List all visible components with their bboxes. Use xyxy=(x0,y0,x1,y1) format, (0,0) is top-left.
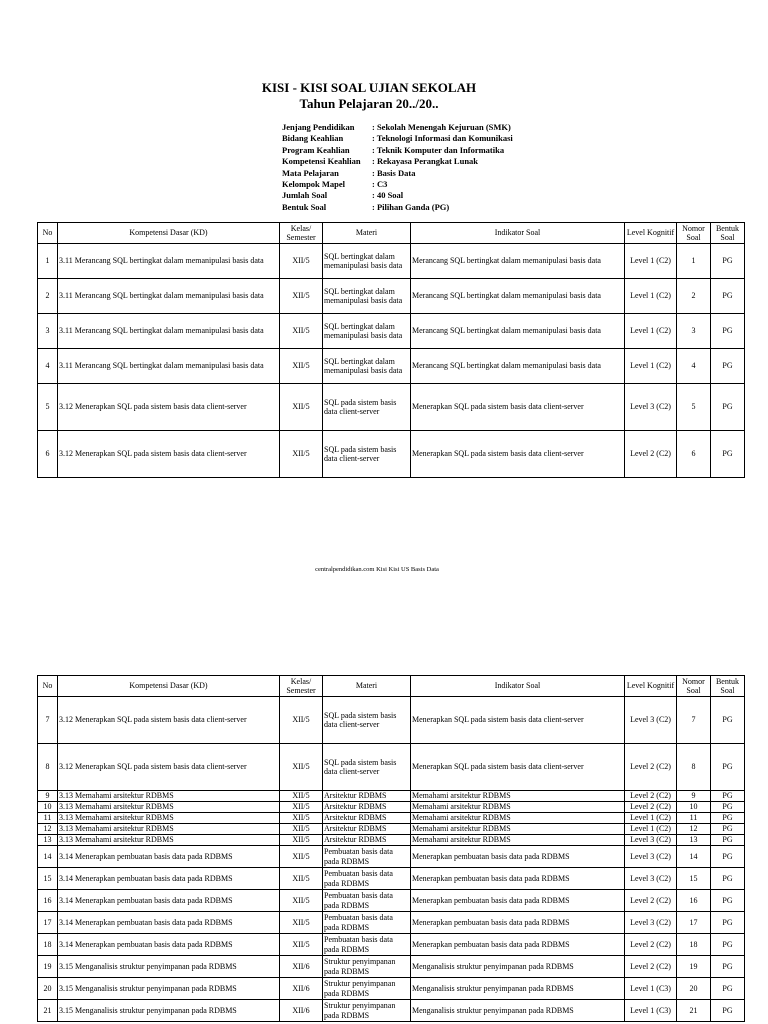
cell-level: Level 2 (C2) xyxy=(625,791,677,802)
cell-indikator: Menerapkan pembuatan basis data pada RDBMS xyxy=(411,912,625,934)
header-level: Level Kognitif xyxy=(625,676,677,697)
cell-kelas: XII/5 xyxy=(280,431,323,478)
meta-value: : Teknik Komputer dan Informatika xyxy=(372,144,505,155)
table-row xyxy=(38,813,745,824)
cell-bentuk: PG xyxy=(711,431,745,478)
cell-kelas: XII/5 xyxy=(280,279,323,314)
cell-bentuk: PG xyxy=(711,868,745,890)
cell-materi: Pembuatan basis data pada RDBMS xyxy=(323,846,411,868)
cell-no: 8 xyxy=(38,744,58,791)
cell-nomor: 16 xyxy=(677,890,711,912)
cell-kelas: XII/5 xyxy=(280,744,323,791)
cell-indikator: Menerapkan SQL pada sistem basis data client-server xyxy=(411,431,625,478)
cell-bentuk: PG xyxy=(711,846,745,868)
cell-indikator: Menganalisis struktur penyimpanan pada RDBMS xyxy=(411,1000,625,1022)
cell-no: 5 xyxy=(38,384,58,431)
cell-bentuk: PG xyxy=(711,835,745,846)
cell-kelas: XII/6 xyxy=(280,956,323,978)
table-row xyxy=(38,244,745,279)
cell-no: 1 xyxy=(38,244,58,279)
cell-nomor: 13 xyxy=(677,835,711,846)
cell-kelas: XII/6 xyxy=(280,978,323,1000)
meta-label: Kelompok Mapel xyxy=(282,179,346,190)
cell-no: 7 xyxy=(38,697,58,744)
cell-indikator: Memahami arsitektur RDBMS xyxy=(411,791,625,802)
cell-materi: SQL pada sistem basis data client-server xyxy=(323,744,411,791)
meta-value: : Rekayasa Perangkat Lunak xyxy=(372,156,479,167)
table-row xyxy=(38,279,745,314)
cell-kd: 3.14 Menerapkan pembuatan basis data pada RDBMS xyxy=(58,890,280,912)
cell-no: 11 xyxy=(38,813,58,824)
header-kelas: Kelas/ Semester xyxy=(280,676,323,697)
meta-row xyxy=(282,133,513,144)
cell-bentuk: PG xyxy=(711,744,745,791)
cell-no: 10 xyxy=(38,802,58,813)
cell-indikator: Menganalisis struktur penyimpanan pada RDBMS xyxy=(411,956,625,978)
document-meta xyxy=(282,122,513,213)
meta-value: : 40 Soal xyxy=(372,190,404,201)
cell-level: Level 3 (C2) xyxy=(625,835,677,846)
table-row xyxy=(38,349,745,384)
cell-materi: SQL bertingkat dalam memanipulasi basis data xyxy=(323,349,411,384)
cell-no: 9 xyxy=(38,791,58,802)
cell-no: 16 xyxy=(38,890,58,912)
cell-bentuk: PG xyxy=(711,802,745,813)
cell-no: 20 xyxy=(38,978,58,1000)
cell-kd: 3.11 Merancang SQL bertingkat dalam memanipulasi basis data xyxy=(58,349,280,384)
cell-indikator: Menerapkan pembuatan basis data pada RDBMS xyxy=(411,890,625,912)
cell-level: Level 1 (C2) xyxy=(625,279,677,314)
cell-kd: 3.13 Memahami arsitektur RDBMS xyxy=(58,813,280,824)
cell-no: 19 xyxy=(38,956,58,978)
cell-indikator: Memahami arsitektur RDBMS xyxy=(411,813,625,824)
cell-nomor: 3 xyxy=(677,314,711,349)
cell-kelas: XII/6 xyxy=(280,1000,323,1022)
cell-nomor: 21 xyxy=(677,1000,711,1022)
header-kd: Kompetensi Dasar (KD) xyxy=(58,676,280,697)
cell-materi: SQL pada sistem basis data client-server xyxy=(323,697,411,744)
meta-value: : Pilihan Ganda (PG) xyxy=(372,201,450,212)
header-bentuk: Bentuk Soal xyxy=(711,676,745,697)
cell-level: Level 2 (C2) xyxy=(625,431,677,478)
cell-bentuk: PG xyxy=(711,791,745,802)
table-row xyxy=(38,890,745,912)
document-title: KISI - KISI SOAL UJIAN SEKOLAH xyxy=(261,80,477,95)
cell-materi: SQL bertingkat dalam memanipulasi basis data xyxy=(323,244,411,279)
cell-nomor: 5 xyxy=(677,384,711,431)
table-row xyxy=(38,846,745,868)
page-footer: centralpendidikan.com Kisi Kisi US Basis Data xyxy=(315,566,439,573)
cell-level: Level 3 (C2) xyxy=(625,912,677,934)
meta-row xyxy=(282,145,513,156)
cell-bentuk: PG xyxy=(711,1000,745,1022)
cell-indikator: Memahami arsitektur RDBMS xyxy=(411,824,625,835)
cell-kd: 3.14 Menerapkan pembuatan basis data pada RDBMS xyxy=(58,934,280,956)
cell-level: Level 2 (C2) xyxy=(625,956,677,978)
cell-bentuk: PG xyxy=(711,956,745,978)
cell-nomor: 2 xyxy=(677,279,711,314)
table-row xyxy=(38,824,745,835)
cell-bentuk: PG xyxy=(711,813,745,824)
header-level: Level Kognitif xyxy=(625,223,677,244)
cell-no: 4 xyxy=(38,349,58,384)
cell-nomor: 6 xyxy=(677,431,711,478)
cell-bentuk: PG xyxy=(711,890,745,912)
cell-nomor: 18 xyxy=(677,934,711,956)
table-row xyxy=(38,384,745,431)
header-no: No xyxy=(38,223,58,244)
cell-level: Level 3 (C2) xyxy=(625,846,677,868)
cell-kd: 3.11 Merancang SQL bertingkat dalam memanipulasi basis data xyxy=(58,314,280,349)
cell-bentuk: PG xyxy=(711,934,745,956)
cell-no: 2 xyxy=(38,279,58,314)
table-row xyxy=(38,791,745,802)
table-row xyxy=(38,912,745,934)
cell-level: Level 1 (C2) xyxy=(625,314,677,349)
cell-indikator: Merancang SQL bertingkat dalam memanipulasi basis data xyxy=(411,349,625,384)
meta-value: : Teknologi Informasi dan Komunikasi xyxy=(372,133,513,144)
table-row xyxy=(38,835,745,846)
cell-kelas: XII/5 xyxy=(280,912,323,934)
cell-kd: 3.15 Menganalisis struktur penyimpanan pada RDBMS xyxy=(58,978,280,1000)
cell-level: Level 1 (C2) xyxy=(625,824,677,835)
cell-materi: Pembuatan basis data pada RDBMS xyxy=(323,934,411,956)
cell-bentuk: PG xyxy=(711,824,745,835)
cell-nomor: 17 xyxy=(677,912,711,934)
cell-level: Level 2 (C2) xyxy=(625,890,677,912)
cell-materi: Pembuatan basis data pada RDBMS xyxy=(323,890,411,912)
table-row xyxy=(38,314,745,349)
cell-materi: Struktur penyimpanan pada RDBMS xyxy=(323,956,411,978)
cell-indikator: Menganalisis struktur penyimpanan pada RDBMS xyxy=(411,978,625,1000)
cell-kelas: XII/5 xyxy=(280,244,323,279)
cell-kd: 3.12 Menerapkan SQL pada sistem basis data client-server xyxy=(58,431,280,478)
cell-kelas: XII/5 xyxy=(280,934,323,956)
table-row xyxy=(38,431,745,478)
cell-no: 13 xyxy=(38,835,58,846)
cell-kd: 3.13 Memahami arsitektur RDBMS xyxy=(58,824,280,835)
header-indikator: Indikator Soal xyxy=(411,676,625,697)
table-row xyxy=(38,1000,745,1022)
document-subtitle: Tahun Pelajaran 20../20.. xyxy=(299,96,439,111)
cell-kd: 3.11 Merancang SQL bertingkat dalam memanipulasi basis data xyxy=(58,279,280,314)
kisi-table-page-1 xyxy=(37,222,745,478)
cell-kd: 3.12 Menerapkan SQL pada sistem basis data client-server xyxy=(58,744,280,791)
table-header-row xyxy=(38,676,745,697)
cell-kelas: XII/5 xyxy=(280,835,323,846)
kisi-table-page-2 xyxy=(37,675,745,1022)
meta-row xyxy=(282,156,513,167)
header-materi: Materi xyxy=(323,676,411,697)
cell-kelas: XII/5 xyxy=(280,314,323,349)
cell-materi: Arsitektur RDBMS xyxy=(323,791,411,802)
cell-materi: SQL bertingkat dalam memanipulasi basis data xyxy=(323,279,411,314)
cell-no: 15 xyxy=(38,868,58,890)
header-kd: Kompetensi Dasar (KD) xyxy=(58,223,280,244)
table-row xyxy=(38,868,745,890)
cell-no: 21 xyxy=(38,1000,58,1022)
cell-no: 14 xyxy=(38,846,58,868)
meta-row xyxy=(282,179,513,190)
cell-materi: Struktur penyimpanan pada RDBMS xyxy=(323,1000,411,1022)
cell-nomor: 14 xyxy=(677,846,711,868)
cell-materi: Arsitektur RDBMS xyxy=(323,835,411,846)
meta-label: Jenjang Pendidikan xyxy=(282,122,355,132)
cell-nomor: 20 xyxy=(677,978,711,1000)
cell-nomor: 12 xyxy=(677,824,711,835)
cell-nomor: 11 xyxy=(677,813,711,824)
cell-level: Level 1 (C3) xyxy=(625,978,677,1000)
cell-materi: Arsitektur RDBMS xyxy=(323,824,411,835)
cell-kelas: XII/5 xyxy=(280,349,323,384)
cell-kd: 3.13 Memahami arsitektur RDBMS xyxy=(58,835,280,846)
cell-nomor: 8 xyxy=(677,744,711,791)
cell-nomor: 15 xyxy=(677,868,711,890)
cell-indikator: Menerapkan SQL pada sistem basis data client-server xyxy=(411,384,625,431)
cell-nomor: 9 xyxy=(677,791,711,802)
cell-level: Level 1 (C2) xyxy=(625,244,677,279)
cell-no: 3 xyxy=(38,314,58,349)
meta-label: Kompetensi Keahlian xyxy=(282,156,361,167)
cell-materi: Arsitektur RDBMS xyxy=(323,813,411,824)
cell-indikator: Menerapkan pembuatan basis data pada RDBMS xyxy=(411,868,625,890)
cell-materi: SQL pada sistem basis data client-server xyxy=(323,384,411,431)
cell-indikator: Memahami arsitektur RDBMS xyxy=(411,835,625,846)
meta-row xyxy=(282,122,513,133)
table-row xyxy=(38,934,745,956)
cell-kd: 3.15 Menganalisis struktur penyimpanan pada RDBMS xyxy=(58,956,280,978)
cell-bentuk: PG xyxy=(711,384,745,431)
cell-level: Level 3 (C2) xyxy=(625,868,677,890)
cell-level: Level 3 (C2) xyxy=(625,697,677,744)
table-row xyxy=(38,978,745,1000)
meta-row xyxy=(282,190,513,201)
cell-kd: 3.11 Merancang SQL bertingkat dalam memanipulasi basis data xyxy=(58,244,280,279)
header-kelas: Kelas/ Semester xyxy=(280,223,323,244)
cell-indikator: Menerapkan pembuatan basis data pada RDBMS xyxy=(411,846,625,868)
cell-kelas: XII/5 xyxy=(280,868,323,890)
cell-kd: 3.14 Menerapkan pembuatan basis data pada RDBMS xyxy=(58,868,280,890)
cell-indikator: Menerapkan SQL pada sistem basis data client-server xyxy=(411,744,625,791)
table-row xyxy=(38,697,745,744)
cell-kelas: XII/5 xyxy=(280,697,323,744)
cell-kelas: XII/5 xyxy=(280,791,323,802)
cell-indikator: Merancang SQL bertingkat dalam memanipulasi basis data xyxy=(411,314,625,349)
cell-level: Level 2 (C2) xyxy=(625,934,677,956)
cell-indikator: Merancang SQL bertingkat dalam memanipulasi basis data xyxy=(411,244,625,279)
cell-nomor: 10 xyxy=(677,802,711,813)
cell-kelas: XII/5 xyxy=(280,813,323,824)
cell-level: Level 2 (C2) xyxy=(625,802,677,813)
cell-bentuk: PG xyxy=(711,697,745,744)
meta-value: : C3 xyxy=(372,179,388,190)
meta-label: Mata Pelajaran xyxy=(282,167,339,178)
cell-level: Level 2 (C2) xyxy=(625,744,677,791)
table-row xyxy=(38,956,745,978)
cell-no: 17 xyxy=(38,912,58,934)
cell-kelas: XII/5 xyxy=(280,824,323,835)
header-nomor: Nomor Soal xyxy=(677,676,711,697)
cell-kd: 3.13 Memahami arsitektur RDBMS xyxy=(58,791,280,802)
cell-kelas: XII/5 xyxy=(280,384,323,431)
cell-nomor: 7 xyxy=(677,697,711,744)
cell-bentuk: PG xyxy=(711,978,745,1000)
meta-label: Program Keahlian xyxy=(282,144,350,155)
table-header-row xyxy=(38,223,745,244)
meta-row xyxy=(282,168,513,179)
cell-kd: 3.14 Menerapkan pembuatan basis data pada RDBMS xyxy=(58,846,280,868)
cell-bentuk: PG xyxy=(711,279,745,314)
cell-bentuk: PG xyxy=(711,244,745,279)
cell-materi: SQL bertingkat dalam memanipulasi basis data xyxy=(323,314,411,349)
header-nomor: Nomor Soal xyxy=(677,223,711,244)
cell-kd: 3.14 Menerapkan pembuatan basis data pada RDBMS xyxy=(58,912,280,934)
cell-materi: Struktur penyimpanan pada RDBMS xyxy=(323,978,411,1000)
cell-materi: SQL pada sistem basis data client-server xyxy=(323,431,411,478)
header-indikator: Indikator Soal xyxy=(411,223,625,244)
cell-no: 18 xyxy=(38,934,58,956)
cell-indikator: Merancang SQL bertingkat dalam memanipulasi basis data xyxy=(411,279,625,314)
cell-level: Level 3 (C2) xyxy=(625,384,677,431)
cell-kd: 3.15 Menganalisis struktur penyimpanan pada RDBMS xyxy=(58,1000,280,1022)
cell-bentuk: PG xyxy=(711,912,745,934)
cell-no: 6 xyxy=(38,431,58,478)
cell-level: Level 1 (C3) xyxy=(625,1000,677,1022)
cell-no: 12 xyxy=(38,824,58,835)
meta-label: Bidang Keahlian xyxy=(282,133,344,144)
table-row xyxy=(38,802,745,813)
cell-bentuk: PG xyxy=(711,314,745,349)
meta-label: Bentuk Soal xyxy=(282,201,327,212)
cell-materi: Pembuatan basis data pada RDBMS xyxy=(323,868,411,890)
cell-kelas: XII/5 xyxy=(280,846,323,868)
cell-bentuk: PG xyxy=(711,349,745,384)
header-bentuk: Bentuk Soal xyxy=(711,223,745,244)
cell-materi: Arsitektur RDBMS xyxy=(323,802,411,813)
cell-kd: 3.12 Menerapkan SQL pada sistem basis data client-server xyxy=(58,697,280,744)
cell-kelas: XII/5 xyxy=(280,802,323,813)
cell-nomor: 19 xyxy=(677,956,711,978)
meta-label: Jumlah Soal xyxy=(282,190,328,201)
header-materi: Materi xyxy=(323,223,411,244)
cell-kd: 3.12 Menerapkan SQL pada sistem basis data client-server xyxy=(58,384,280,431)
meta-row xyxy=(282,202,513,213)
cell-level: Level 1 (C2) xyxy=(625,813,677,824)
cell-nomor: 4 xyxy=(677,349,711,384)
cell-nomor: 1 xyxy=(677,244,711,279)
cell-level: Level 1 (C2) xyxy=(625,349,677,384)
table-row xyxy=(38,744,745,791)
cell-indikator: Menerapkan pembuatan basis data pada RDBMS xyxy=(411,934,625,956)
cell-materi: Pembuatan basis data pada RDBMS xyxy=(323,912,411,934)
meta-value: : Basis Data xyxy=(372,167,416,178)
meta-value: : Sekolah Menengah Kejuruan (SMK) xyxy=(372,122,511,132)
cell-indikator: Memahami arsitektur RDBMS xyxy=(411,802,625,813)
cell-kd: 3.13 Memahami arsitektur RDBMS xyxy=(58,802,280,813)
header-no: No xyxy=(38,676,58,697)
cell-kelas: XII/5 xyxy=(280,890,323,912)
cell-indikator: Menerapkan SQL pada sistem basis data client-server xyxy=(411,697,625,744)
